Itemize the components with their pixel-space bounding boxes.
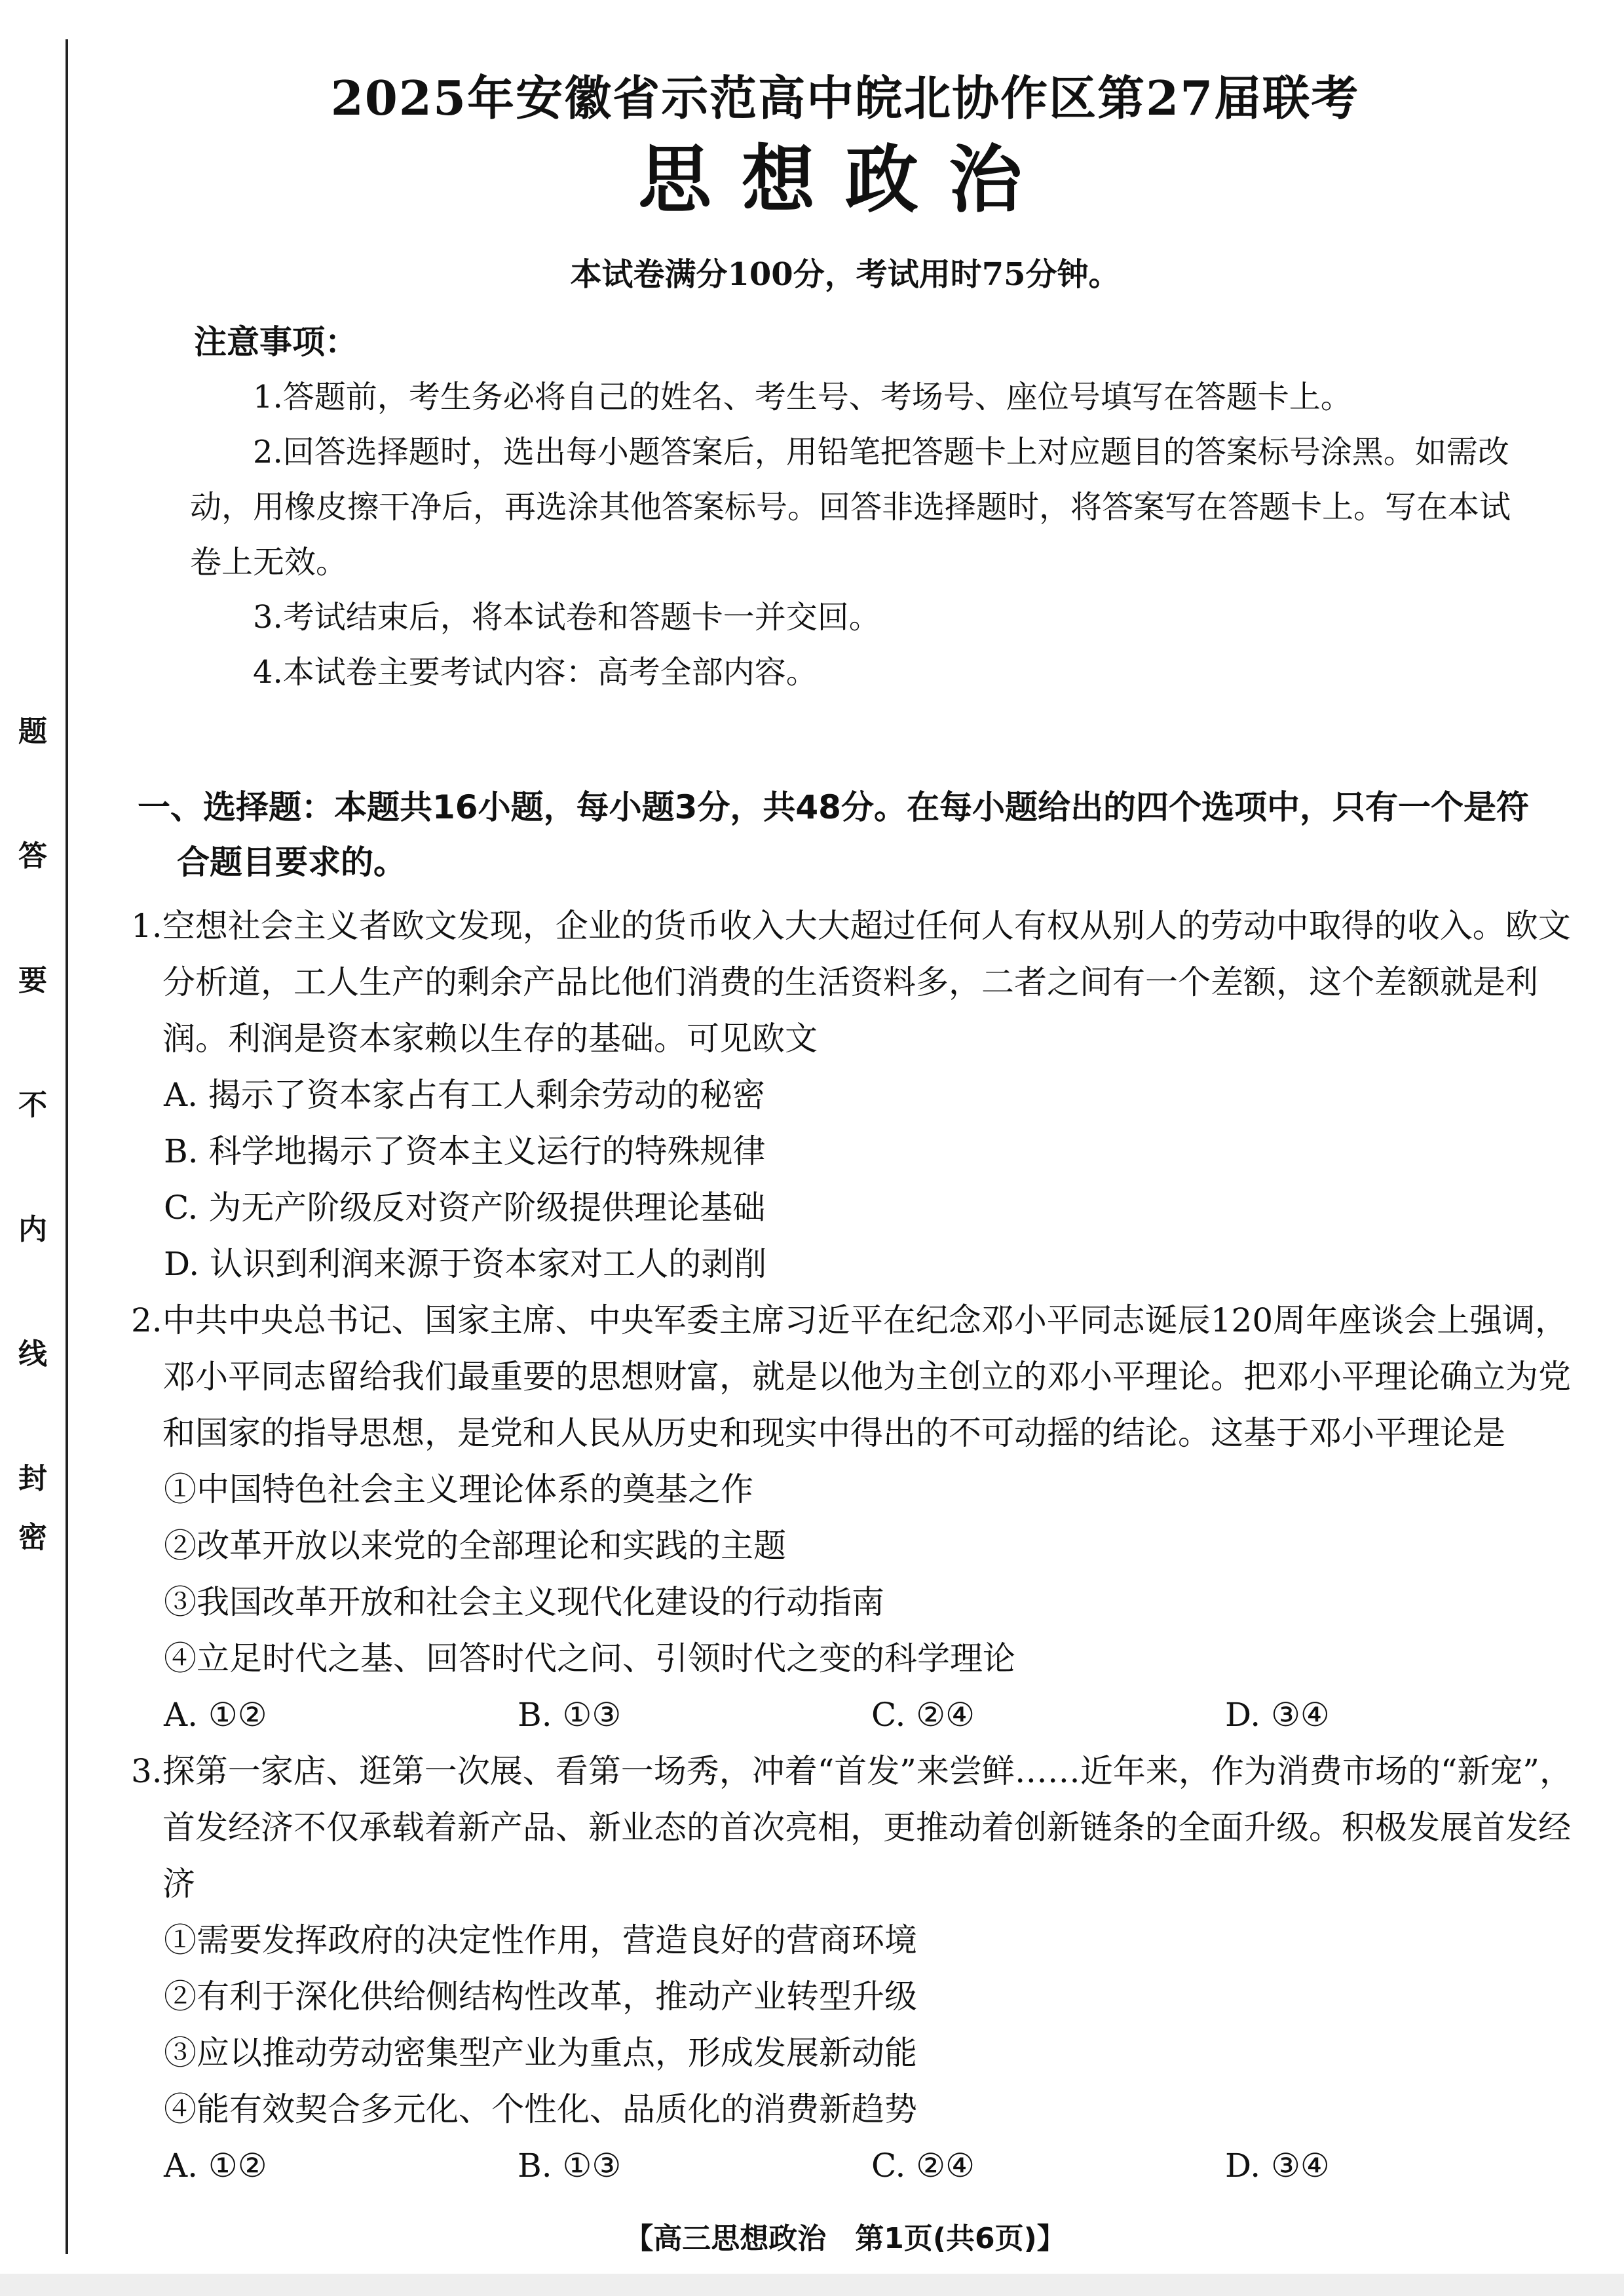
question-1 — [131, 898, 1572, 1292]
option-c: C. ②④ — [871, 2147, 975, 2185]
section-heading-line: 合题目要求的。 — [177, 843, 406, 881]
option-a: A. 揭示了资本家占有工人剩余劳动的秘密 — [164, 1076, 765, 1114]
question-2 — [131, 1292, 1572, 1743]
question-3 — [131, 1743, 1572, 2194]
question-stem: 1.空想社会主义者欧文发现，企业的货币收入大大超过任何人有权从别人的劳动中取得的收入。欧文分析道，工人生产的剩余产品比他们消费的生活资料多，二者之间有一个差额，这个差额就是利润。利润是资本家赖以生存的基础。可见欧文 — [131, 907, 1571, 1058]
margin-char: 封 — [18, 1462, 47, 1495]
section-heading — [138, 780, 1566, 890]
statement: ②有利于深化供给侧结构性改革，推动产业转型升级 — [164, 1978, 917, 2016]
answer-options — [131, 2137, 1572, 2194]
exam-header — [131, 66, 1559, 229]
option-d: D. 认识到利润来源于资本家对工人的剥削 — [164, 1245, 767, 1283]
option-b: B. ①③ — [518, 2147, 622, 2185]
statement: ②改革开放以来党的全部理论和实践的主题 — [164, 1527, 786, 1565]
page-footer: 【高三思想政治 第1页(共6页)】 — [624, 2222, 1066, 2255]
margin-char: 答 — [18, 839, 47, 873]
statement: ③应以推动劳动密集型产业为重点，形成发展新动能 — [164, 2034, 917, 2072]
question-list — [131, 898, 1572, 2194]
option-d: D. ③④ — [1225, 1696, 1330, 1734]
margin-char: 题 — [18, 715, 47, 748]
notice-item: 4.本试卷主要考试内容：高考全部内容。 — [253, 654, 818, 691]
question-stem: 2.中共中央总书记、国家主席、中央军委主席习近平在纪念邓小平同志诞辰120周年座谈会上强调，邓小平同志留给我们最重要的思想财富，就是以他为主创立的邓小平理论。把邓小平理论确立为党和国家的指导思想，是党和人民从历史和现实中得出的不可动摇的结论。这基于邓小平理论是 — [131, 1301, 1571, 1452]
margin-char: 内 — [18, 1213, 47, 1246]
question-stem: 3.探第一家店、逛第一次展、看第一场秀，冲着“首发”来尝鲜……近年来，作为消费市场的“新宠”，首发经济不仅承载着新产品、新业态的首次亮相，更推动着创新链条的全面升级。积极发展首发经济 — [131, 1752, 1572, 1903]
statement: ①需要发挥政府的决定性作用，营造良好的营商环境 — [164, 1921, 917, 1959]
score-info: 本试卷满分100分，考试用时75分钟。 — [570, 256, 1120, 293]
statement: ④能有效契合多元化、个性化、品质化的消费新趋势 — [164, 2090, 917, 2128]
section-heading-line: 一、选择题：本题共16小题，每小题3分，共48分。在每小题给出的四个选项中，只有一个是符 — [138, 788, 1529, 826]
notice-title: 注意事项： — [194, 323, 358, 361]
notice-item: 3.考试结束后，将本试卷和答题卡一并交回。 — [253, 599, 880, 636]
option-b: B. 科学地揭示了资本主义运行的特殊规律 — [164, 1132, 766, 1170]
option-b: B. ①③ — [518, 1696, 622, 1734]
statement: ④立足时代之基、回答时代之问、引领时代之变的科学理论 — [164, 1639, 1015, 1677]
option-c: C. 为无产阶级反对资产阶级提供理论基础 — [164, 1189, 766, 1227]
exam-title: 2025年安徽省示范高中皖北协作区第27届联考 — [330, 70, 1360, 126]
margin-char: 要 — [18, 964, 47, 997]
option-a: A. ①② — [164, 2147, 267, 2185]
statement: ③我国改革开放和社会主义现代化建设的行动指南 — [164, 1583, 884, 1621]
notice-block — [190, 315, 1526, 700]
option-c: C. ②④ — [871, 1696, 975, 1734]
binding-line — [66, 39, 68, 2254]
answer-options — [131, 1687, 1572, 1743]
margin-char: 不 — [18, 1088, 47, 1122]
margin-char: 密 — [18, 1521, 47, 1554]
statement: ①中国特色社会主义理论体系的奠基之作 — [164, 1470, 753, 1508]
option-a: A. ①② — [164, 1696, 267, 1734]
subject-title: 思想政治 — [638, 138, 1052, 223]
notice-item: 2.回答选择题时，选出每小题答案后，用铅笔把答题卡上对应题目的答案标号涂黑。如需改动，用橡皮擦干净后，再选涂其他答案标号。回答非选择题时，将答案写在答题卡上。写在本试卷上无效。 — [190, 434, 1511, 581]
option-d: D. ③④ — [1225, 2147, 1330, 2185]
notice-item: 1.答题前，考生务必将自己的姓名、考生号、考场号、座位号填写在答题卡上。 — [253, 379, 1352, 415]
margin-char: 线 — [18, 1337, 47, 1371]
scan-bottom-band — [0, 2274, 1624, 2296]
